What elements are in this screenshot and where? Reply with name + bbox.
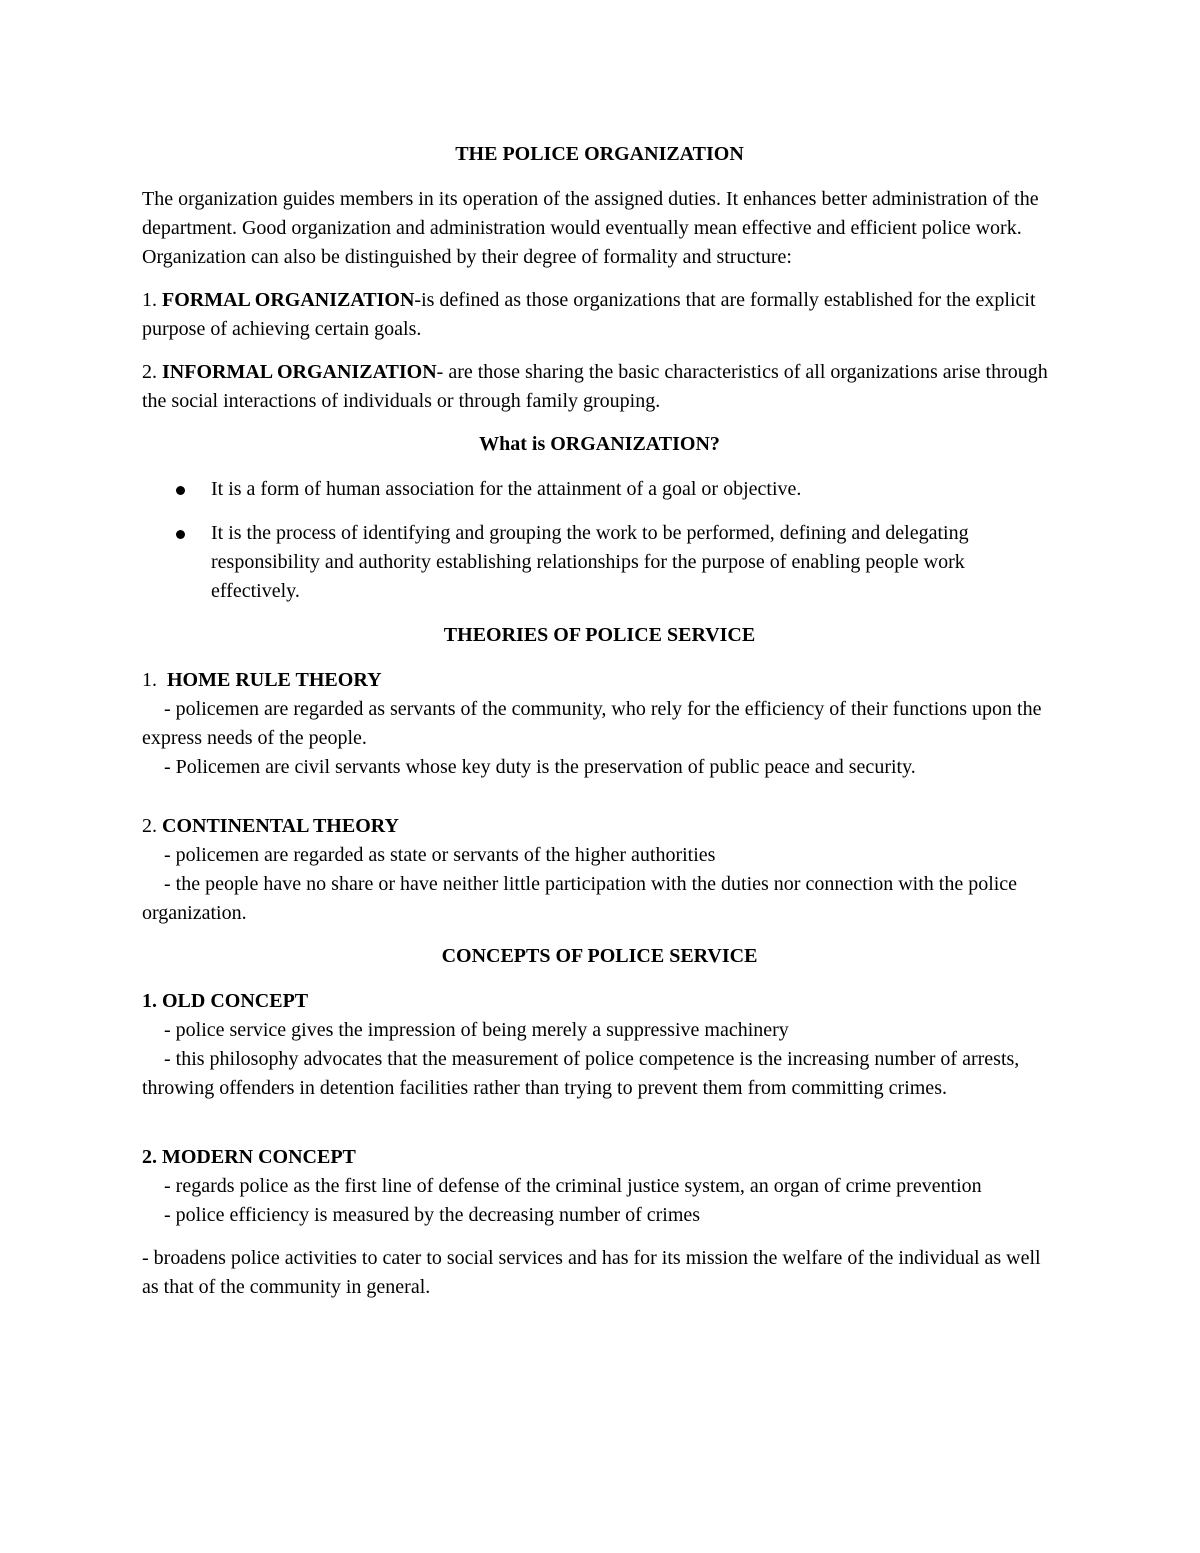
concept-line-text: - regards police as the first line of defense of the criminal justice system, an organ of crime prevention (164, 1175, 982, 1197)
theory-line (142, 870, 1057, 928)
concept-line (142, 1016, 1057, 1045)
theory-line-text: - policemen are regarded as state or servants of the higher authorities (164, 844, 716, 866)
old-concept-title: 1. OLD CONCEPT (142, 990, 309, 1012)
continental-theory-section (142, 812, 1057, 928)
theory-line-text: - policemen are regarded as servants of the community, who rely for the efficiency of their functions upon the express needs of the people. (142, 698, 1042, 749)
concept-line (142, 1201, 1057, 1230)
theory-line (142, 695, 1057, 753)
intro-paragraph: The organization guides members in its operation of the assigned duties. It enhances better administration of the department. Good organization and administration would eventually mean effective and efficient police work. Organization can also be distinguished by their degree of formality and structure: (142, 188, 1039, 268)
formal-organization-definition: -is defined as those organizations that are formally established for the explicit purpose of achieving certain goals. (142, 289, 1036, 340)
informal-organization-item (142, 358, 1057, 416)
continental-theory-name: CONTINENTAL THEORY (162, 815, 399, 837)
formal-organization-term: FORMAL ORGANIZATION (162, 289, 415, 311)
old-concept-section (142, 987, 1057, 1103)
item-number: 1. (142, 289, 162, 311)
modern-concept-title: 2. MODERN CONCEPT (142, 1146, 356, 1168)
item-number: 2. (142, 361, 162, 383)
bullet-icon (176, 486, 185, 495)
formal-organization-item (142, 286, 1057, 344)
bullet-text: It is the process of identifying and grouping the work to be performed, defining and delegating responsibility and authority establishing relationships for the purpose of enabling people work effectively. (211, 522, 969, 602)
informal-organization-definition: - are those sharing the basic characteristics of all organizations arise through the social interactions of individuals or through family grouping. (142, 361, 1048, 412)
home-rule-theory-section (142, 666, 1057, 782)
theory-line (142, 753, 1057, 782)
concept-line (142, 1045, 1057, 1103)
home-rule-theory-title (142, 666, 1057, 695)
informal-organization-term: INFORMAL ORGANIZATION (162, 361, 437, 383)
modern-concept-section (142, 1143, 1057, 1230)
theory-line-text: - Policemen are civil servants whose key duty is the preservation of public peace and security. (164, 756, 916, 778)
concept-line (142, 1172, 1057, 1201)
what-is-organization-heading: What is ORGANIZATION? (479, 433, 720, 455)
concept-line-text: - police efficiency is measured by the decreasing number of crimes (164, 1204, 701, 1226)
item-number: 2. (142, 815, 162, 837)
document-page (142, 140, 1057, 1302)
bullet-text: It is a form of human association for the attainment of a goal or objective. (211, 478, 802, 500)
concept-line-text: - police service gives the impression of being merely a suppressive machinery (164, 1019, 789, 1041)
theory-line (142, 841, 1057, 870)
theory-line-text: - the people have no share or have neither little participation with the duties nor connection with the police organization. (142, 873, 1018, 924)
home-rule-theory-name: HOME RULE THEORY (167, 669, 382, 691)
concept-line-text: - this philosophy advocates that the measurement of police competence is the increasing number of arrests, throwing offenders in detention facilities rather than trying to prevent them from committing crimes. (142, 1048, 1020, 1099)
bullet-item (142, 519, 1057, 606)
bullet-icon (176, 530, 185, 539)
continental-theory-title (142, 812, 1057, 841)
item-number: 1. (142, 669, 167, 691)
concepts-heading: CONCEPTS OF POLICE SERVICE (441, 945, 758, 967)
theories-heading: THEORIES OF POLICE SERVICE (443, 624, 756, 646)
document-title: THE POLICE ORGANIZATION (455, 143, 744, 165)
modern-concept-closing: - broadens police activities to cater to social services and has for its mission the welfare of the individual as well as that of the community in general. (142, 1247, 1041, 1298)
organization-bullet-list (142, 475, 1057, 606)
bullet-item (142, 475, 1057, 504)
